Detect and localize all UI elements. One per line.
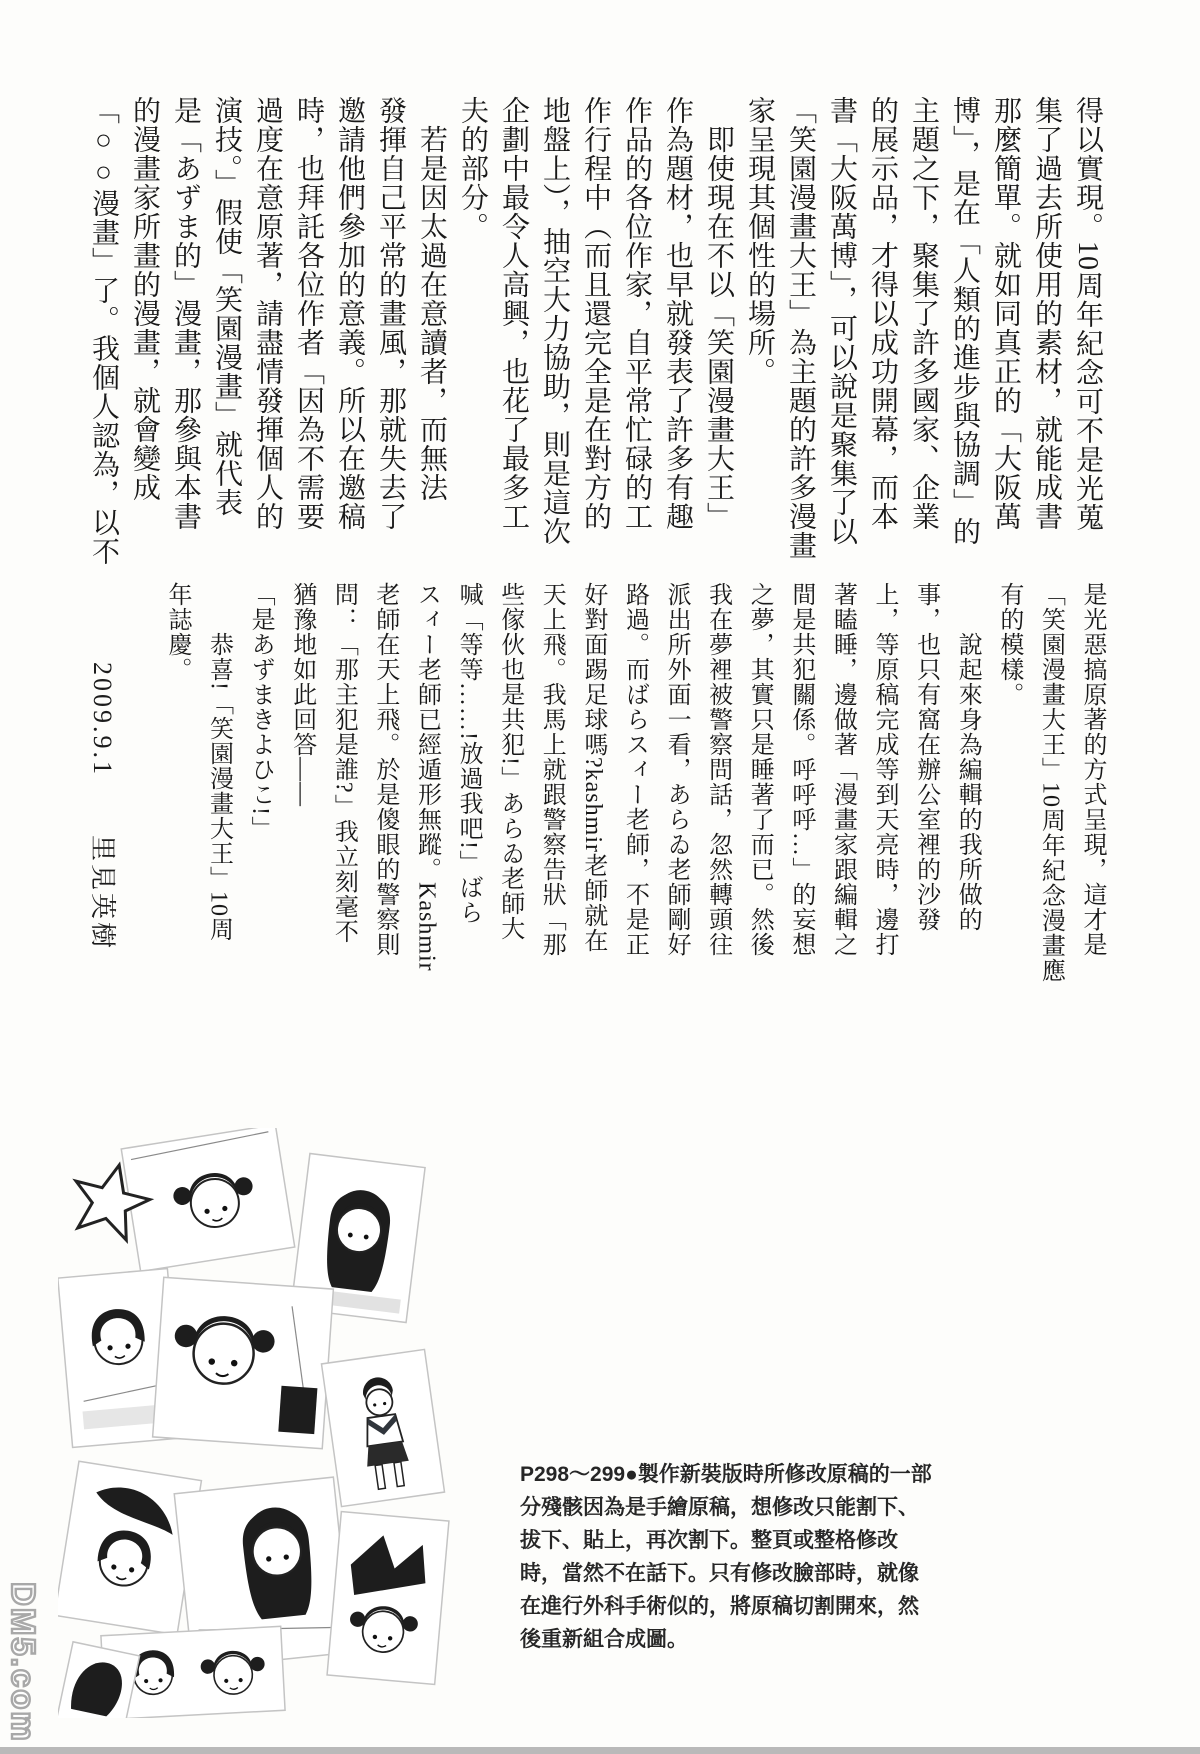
- text-column: 作為題材，也早就發表了許多有趣: [662, 96, 693, 531]
- text-column: 猶豫地如此回答——: [288, 582, 315, 807]
- text-column: 的展示品，才得以成功開幕，而本: [867, 96, 898, 531]
- text-column: 的漫畫家所畫的漫畫，就會變成: [129, 96, 160, 502]
- text-column: 間是共犯關係。呼呼呼…」的妄想: [787, 582, 814, 957]
- text-column: 我在夢裡被警察問話，忽然轉頭往: [704, 582, 731, 957]
- text-column: 事，也只有窩在辦公室裡的沙發: [912, 582, 939, 932]
- text-column: 些傢伙也是共犯!」あらゐ老師大: [496, 582, 523, 941]
- dm5-watermark: DM5.com: [5, 1582, 42, 1743]
- text-column: 「笑園漫畫大王」10周年紀念漫畫應: [1037, 582, 1064, 983]
- text-column: 年誌慶。: [163, 582, 190, 682]
- text-column: 著瞌睡，邊做著「漫畫家跟編輯之: [829, 582, 856, 957]
- text-column: 上，等原稿完成等到天亮時，邊打: [871, 582, 898, 957]
- text-column: 之夢，其實只是睡著了而已。然後: [746, 582, 773, 957]
- text-column: 即使現在不以「笑園漫畫大王」: [703, 96, 734, 531]
- text-column: 問：「那主犯是誰?」我立刻毫不: [330, 582, 357, 944]
- text-column: 作行程中（而且還完全是在對方的: [580, 96, 611, 531]
- text-column: 說起來身為編輯的我所做的: [954, 582, 981, 932]
- text-column: 得以實現。10周年紀念可不是光蒐: [1072, 96, 1103, 532]
- text-column: 「○○漫畫」了。我個人認為，以不: [88, 96, 119, 566]
- author-signature: 2009.9.1 里見英樹: [88, 662, 117, 952]
- text-column: 好對面踢足球嗎?kashmir老師就在: [579, 582, 606, 953]
- text-column: 夫的部分。: [457, 96, 488, 241]
- text-column: 書「大阪萬博」，可以說是聚集了以: [826, 96, 857, 546]
- text-column: 那麼簡單。就如同真正的「大阪萬: [990, 96, 1021, 531]
- photo-caption: [520, 1458, 932, 1656]
- text-column: 若是因太過在意讀者，而無法: [416, 96, 447, 502]
- text-column: 「笑園漫畫大王」為主題的許多漫畫: [785, 96, 816, 560]
- caption-line: 拔下、貼上，再次割下。整頁或整格修改: [520, 1529, 898, 1552]
- text-column: 「是あずまきよひこ!」: [247, 582, 274, 841]
- text-column: 企劃中最令人高興，也花了最多工: [498, 96, 529, 531]
- text-column: 家呈現其個性的場所。: [744, 96, 775, 386]
- text-column: 地盤上），抽空大力協助，則是這次: [539, 96, 570, 546]
- caption-line: 時，當然不在話下。只有修改臉部時，就像: [520, 1562, 919, 1585]
- text-column: 是光惡搞原著的方式呈現，這才是: [1079, 582, 1105, 957]
- text-column: 時，也拜託各位作者「因為不需要: [293, 96, 324, 531]
- text-column: 邀請他們參加的意義。所以在邀稿: [334, 96, 365, 531]
- text-column: 喊「等等……!放過我吧!」ばら: [455, 582, 482, 925]
- text-column: 演技。」假使「笑園漫畫」就代表: [211, 96, 242, 517]
- caption-line: P298～299●製作新裝版時所修改原稿的一部: [520, 1463, 932, 1486]
- text-column: 有的模樣。: [995, 582, 1022, 707]
- text-column: 過度在意原著，請盡情發揮個人的: [252, 96, 283, 531]
- text-column: 發揮自己平常的畫風，那就失去了: [375, 96, 406, 531]
- text-column: 路過。而ばらスィー老師，不是正: [621, 582, 648, 957]
- text-column: スィー老師已經遁形無蹤。Kashmir: [413, 582, 440, 972]
- manga-collage-image: [58, 1128, 452, 1718]
- text-column: 作品的各位作家，自平常忙碌的工: [621, 96, 652, 531]
- afterword-text-top: [83, 96, 1108, 566]
- page-bottom-edge: [0, 1747, 1200, 1754]
- caption-line: 分殘骸因為是手繪原稿，想修改只能割下、: [520, 1496, 919, 1519]
- caption-line: 後重新組合成圖。: [520, 1628, 688, 1651]
- caption-line: 在進行外科手術似的，將原稿切割開來，然: [520, 1595, 919, 1618]
- text-column: 天上飛。我馬上就跟警察告狀「那: [538, 582, 565, 957]
- text-column: 博」，是在「人類的進步與協調」的: [949, 96, 980, 546]
- text-column: 恭喜!「笑園漫畫大王」10周: [205, 582, 232, 942]
- text-column: 派出所外面一看，あらゐ老師剛好: [663, 582, 690, 957]
- text-column: 集了過去所使用的素材，就能成書: [1031, 96, 1062, 531]
- afterword-text-middle: [155, 582, 1112, 983]
- text-column: 老師在天上飛。於是傻眼的警察則: [371, 582, 398, 957]
- text-column: 是「あずま的」漫畫，那參與本書: [170, 96, 201, 531]
- text-column: 主題之下，聚集了許多國家、企業: [908, 96, 939, 531]
